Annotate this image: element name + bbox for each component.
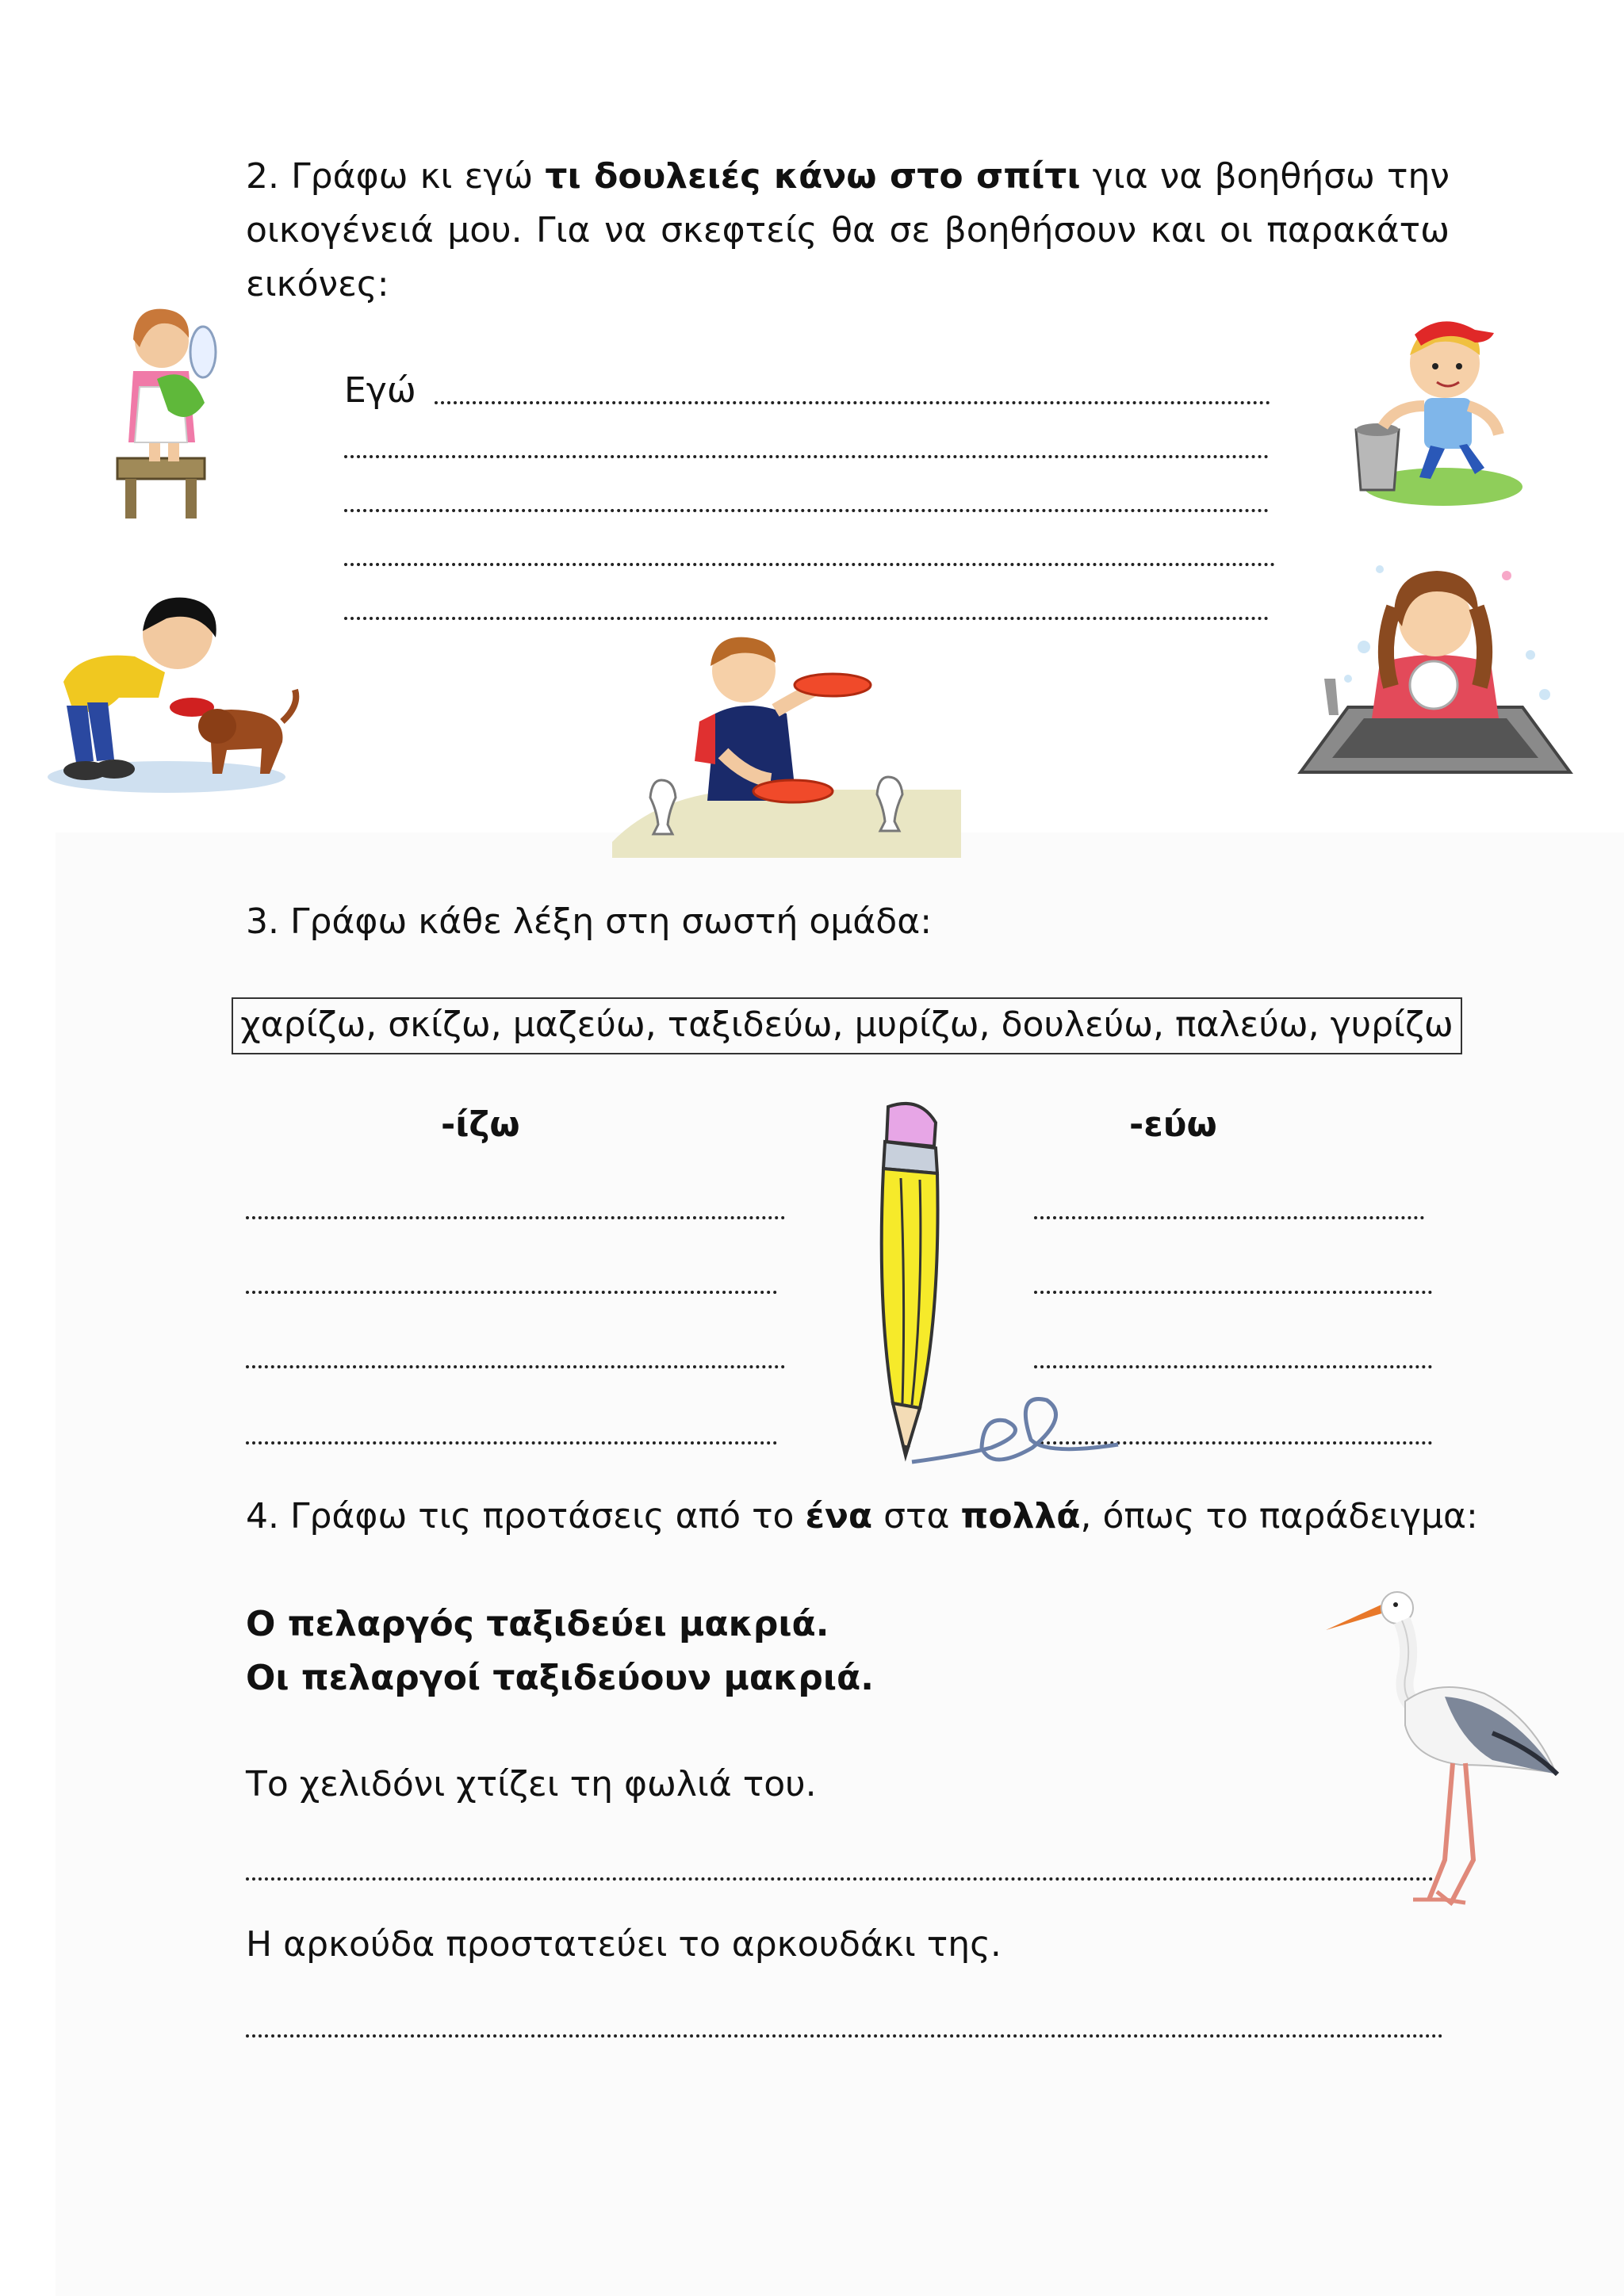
exercise2-line1: [246, 151, 1450, 203]
example-plural: Οι πελαργοί ταξιδεύουν μακριά.: [246, 1658, 874, 1698]
exercise4-title: [246, 1490, 1478, 1543]
exercise2-starter: Εγώ: [344, 370, 416, 411]
boy-taking-out-trash-icon: [1348, 311, 1522, 507]
word-bank-box: χαρίζω, σκίζω, μαζεύω, ταξιδεύω, μυρίζω, δουλεύω, παλεύω, γυρίζω: [232, 997, 1462, 1054]
izo-answer-line-4[interactable]: [246, 1441, 777, 1445]
exercise2-bold: τι δουλειές κάνω στο σπίτι: [545, 156, 1081, 197]
exercise2-line3: εικόνες:: [246, 264, 389, 304]
sentence-1: Το χελιδόνι χτίζει τη φωλιά του.: [246, 1764, 817, 1804]
izo-answer-line-1[interactable]: [246, 1216, 785, 1219]
boy-feeding-dog-icon: [48, 587, 301, 794]
answer-line-4[interactable]: [344, 563, 1275, 566]
exercise3-title: 3. Γράφω κάθε λέξη στη σωστή ομάδα:: [246, 901, 933, 942]
exercise4-title-a: 4. Γράφω τις προτάσεις από το: [246, 1496, 806, 1536]
boy-setting-table-icon: [612, 634, 961, 858]
sentence-2-answer-line[interactable]: [246, 2034, 1443, 2038]
exercise2-line2: οικογένειά μου. Για να σκεφτείς θα σε βοηθήσουν και οι παρακάτω: [246, 210, 1450, 251]
answer-line-1[interactable]: [435, 401, 1270, 404]
exercise2-number: 2.: [246, 156, 279, 197]
exercise2-text-b: για να βοηθήσω την: [1080, 156, 1450, 197]
sentence-2: Η αρκούδα προστατεύει το αρκουδάκι της.: [246, 1924, 1002, 1965]
exercise4-bold-ena: ένα: [805, 1496, 873, 1536]
exercise2-text-a: Γράφω κι εγώ: [291, 156, 546, 197]
exercise4-title-b: στα: [872, 1496, 961, 1536]
answer-line-2[interactable]: [344, 455, 1269, 458]
answer-line-3[interactable]: [344, 509, 1269, 512]
answer-line-5[interactable]: [344, 617, 1269, 620]
girl-washing-dishes-icon: [1300, 560, 1570, 782]
izo-answer-line-3[interactable]: [246, 1365, 785, 1368]
exercise4-bold-polla: πολλά: [960, 1496, 1081, 1536]
exercise4-title-c: , όπως το παράδειγμα:: [1080, 1496, 1478, 1536]
stork-icon: [1326, 1551, 1564, 1915]
sentence-1-answer-line[interactable]: [246, 1877, 1440, 1881]
group-izo-heading: -ίζω: [441, 1104, 520, 1145]
pencil-icon: [848, 1075, 1134, 1471]
izo-answer-line-2[interactable]: [246, 1291, 777, 1294]
girl-drying-dishes-icon: [102, 292, 220, 522]
example-singular: Ο πελαργός ταξιδεύει μακριά.: [246, 1604, 829, 1644]
group-euo-heading: -εύω: [1129, 1104, 1217, 1145]
